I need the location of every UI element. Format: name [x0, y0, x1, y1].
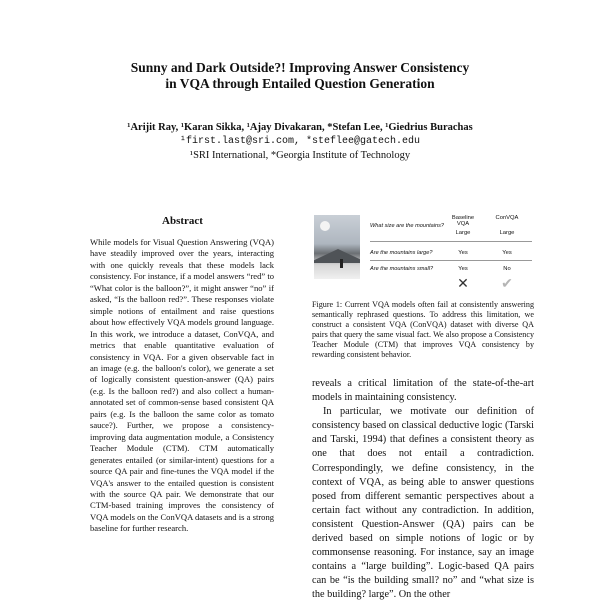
figure-question-2: Are the mountains large? [370, 250, 433, 256]
abstract-text: While models for Visual Question Answering (VQA) have steadily improved over the years, interacting with one quickly reveals that these models lack consistency. For instance, if a model answers “red” to “What color is the balloon?”, it might answer “no” if asked, “Is the balloon red?”. These responses violate simple notions of entailment and raise questions about how effectively VQA models ground language. In this work, we introduce a dataset, ConVQA, and metrics that enable quantitative evaluation of consistency in VQA. For a given observable fact in an image (e.g. the balloon's color), we generate a set of logically consistent question-answer (QA) pairs (e.g. Is the balloon red?) and also collect a human-annotated set of common-sense based consistent QA pairs (e.g. Is the balloon the same color as tomato sauce?). Further, we propose a consistency-improving data augmentation module, a Consistency Teacher Module (CTM). CTM automatically generates entailed (or similar-intent) questions for a source QA pair and fine-tunes the VQA model if the VQA's answer to the entailed question is consistent with the source QA pair. We demonstrate that our CTM-based training improves the consistency of VQA models on the ConVQA datasets and is a strong baseline for further research. [90, 237, 274, 534]
figure-answer-baseline-3: Yes [458, 266, 468, 272]
sun-shape [320, 221, 330, 231]
figure-answer-convqa-3: No [503, 266, 511, 272]
author-emails: ¹first.last@sri.com, *steflee@gatech.edu [179, 136, 421, 147]
person-shape [340, 259, 343, 268]
figure-caption: Figure 1: Current VQA models often fail at consistently answering semantically rephrased questions. To address this limitation, we construct a consistent VQA (ConVQA) dataset with diverse QA pairs that query the same visual fact. We also propose a Consistency Teacher Module (CTM) that improves VQA consistency by rewarding consistent behavior. [312, 300, 534, 359]
body-paragraph-2: In particular, we motivate our definition of consistency based on classical deductive logic (Tarski and Tarski, 1994) that defines a consistent theory as one that does not entail a contradiction. Correspondingly, we define consistency, in the context of VQA, as being able to answer questions posed from different semantic perspectives about a certain fact without any contradiction. In addition, consistent Question-Answer (QA) pairs can be derived based on simple notions of logic or by commonsense reasoning. For instance, say an image contains a “large building”. Logic-based QA pairs can be “is the building small? no” and “what size is the building? large”. On the other [312, 406, 534, 601]
author-list: ¹Arijit Ray, ¹Karan Sikka, ¹Ajay Divakaran, *Stefan Lee, ¹Giedrius Burachas [127, 122, 473, 133]
figure-answer-convqa-2: Yes [502, 250, 512, 256]
figure-header-convqa: ConVQA [495, 215, 519, 221]
author-affiliations: ¹SRI International, *Georgia Institute of Technology [189, 150, 411, 161]
figure-question-3: Are the mountains small? [370, 266, 434, 272]
paper-title-line-2: in VQA through Entailed Question Generation [165, 76, 435, 91]
figure-1 [312, 213, 534, 293]
cross-icon: ✕ [457, 277, 469, 292]
figure-question-1: What size are the mountains? [370, 223, 444, 229]
body-text [312, 377, 534, 603]
body-paragraph-1: reveals a critical limitation of the state-of-the-art models in maintaining consistency. [312, 378, 534, 404]
figure-divider [370, 241, 532, 242]
figure-answer-convqa-1: Large [499, 230, 515, 236]
abstract-heading: Abstract [162, 215, 203, 227]
check-icon: ✔ [501, 277, 513, 292]
figure-header-baseline: Baseline VQA [451, 215, 475, 227]
paper-title-line-1: Sunny and Dark Outside?! Improving Answer Consistency [130, 60, 470, 75]
mountain-shape [314, 249, 360, 263]
figure-answer-baseline-2: Yes [458, 250, 468, 256]
mountain-photo [314, 215, 360, 279]
figure-answer-baseline-1: Large [455, 230, 471, 236]
figure-divider [370, 260, 532, 261]
